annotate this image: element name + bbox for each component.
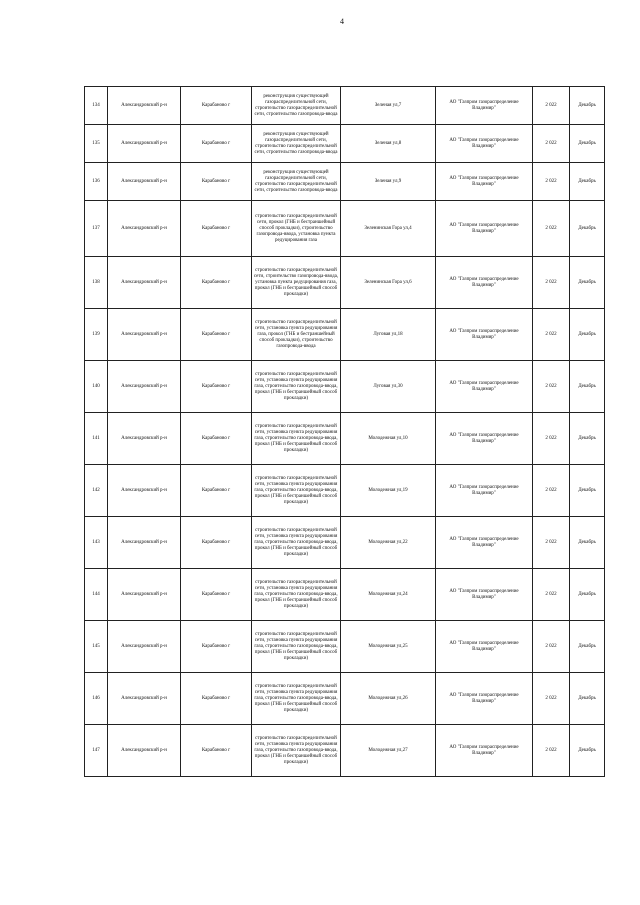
- address-cell: Молодежная ул,22: [341, 517, 436, 569]
- row-number: 143: [85, 517, 108, 569]
- organization-cell: АО "Газпром газораспределение Владимир": [436, 125, 533, 163]
- district-cell: Александровский р-н: [108, 361, 181, 413]
- page-mark: 4: [340, 17, 344, 26]
- month-cell: Декабрь: [570, 465, 605, 517]
- row-number: 140: [85, 361, 108, 413]
- work-description-cell: строительство газораспределительной сети, установка пункта редуцирования газа, строительство газопровода-ввода, прокол (ГНБ и бестраншейный способ прокладки): [252, 361, 341, 413]
- organization-cell: АО "Газпром газораспределение Владимир": [436, 465, 533, 517]
- address-cell: Молодежная ул,26: [341, 673, 436, 725]
- district-cell: Александровский р-н: [108, 125, 181, 163]
- organization-cell: АО "Газпром газораспределение Владимир": [436, 413, 533, 465]
- organization-cell: АО "Газпром газораспределение Владимир": [436, 673, 533, 725]
- row-number: 138: [85, 257, 108, 309]
- row-number: 142: [85, 465, 108, 517]
- district-cell: Александровский р-н: [108, 163, 181, 201]
- year-cell: 2 022: [533, 725, 570, 777]
- year-cell: 2 022: [533, 413, 570, 465]
- month-cell: Декабрь: [570, 673, 605, 725]
- organization-cell: АО "Газпром газораспределение Владимир": [436, 621, 533, 673]
- table-row: [85, 309, 605, 361]
- district-cell: Александровский р-н: [108, 569, 181, 621]
- month-cell: Декабрь: [570, 621, 605, 673]
- town-cell: Карабаново г: [181, 87, 252, 125]
- table-row: [85, 361, 605, 413]
- work-description-cell: строительство газораспределительной сети, установка пункта редуцирования газа, строительство газопровода-ввода, прокол (ГНБ и бестраншейный способ прокладки): [252, 517, 341, 569]
- town-cell: Карабаново г: [181, 413, 252, 465]
- row-number: 136: [85, 163, 108, 201]
- district-cell: Александровский р-н: [108, 87, 181, 125]
- work-description-cell: реконструкция существующей газораспределительной сети, строительство газораспределительной сети, строительство газопровода-ввода: [252, 163, 341, 201]
- address-cell: Молодежная ул,10: [341, 413, 436, 465]
- district-cell: Александровский р-н: [108, 465, 181, 517]
- month-cell: Декабрь: [570, 201, 605, 257]
- address-cell: Зеленая ул,8: [341, 125, 436, 163]
- row-number: 135: [85, 125, 108, 163]
- row-number: 147: [85, 725, 108, 777]
- town-cell: Карабаново г: [181, 125, 252, 163]
- year-cell: 2 022: [533, 673, 570, 725]
- year-cell: 2 022: [533, 569, 570, 621]
- table-row: [85, 465, 605, 517]
- organization-cell: АО "Газпром газораспределение Владимир": [436, 257, 533, 309]
- registry-table-body: [85, 87, 605, 777]
- table-row: [85, 201, 605, 257]
- work-description-cell: строительство газораспределительной сети, установка пункта редуцирования газа, строительство газопровода-ввода, прокол (ГНБ и бестраншейный способ прокладки): [252, 725, 341, 777]
- town-cell: Карабаново г: [181, 201, 252, 257]
- month-cell: Декабрь: [570, 257, 605, 309]
- town-cell: Карабаново г: [181, 163, 252, 201]
- work-description-cell: строительство газораспределительной сети, строительство газопровода-ввода, установка пункта редуцирования газа, прокол (ГНБ и бестраншейный способ прокладки): [252, 257, 341, 309]
- work-description-cell: строительство газораспределительной сети, установка пункта редуцирования газа, строительство газопровода-ввода, прокол (ГНБ и бестраншейный способ прокладки): [252, 673, 341, 725]
- year-cell: 2 022: [533, 87, 570, 125]
- table-row: [85, 257, 605, 309]
- address-cell: Зеленинская Гора ул,4: [341, 201, 436, 257]
- address-cell: Зеленая ул,9: [341, 163, 436, 201]
- town-cell: Карабаново г: [181, 621, 252, 673]
- district-cell: Александровский р-н: [108, 201, 181, 257]
- district-cell: Александровский р-н: [108, 309, 181, 361]
- row-number: 134: [85, 87, 108, 125]
- work-description-cell: строительство газораспределительной сети, установка пункта редуцирования газа, строительство газопровода-ввода, прокол (ГНБ и бестраншейный способ прокладки): [252, 569, 341, 621]
- address-cell: Зеленая ул,7: [341, 87, 436, 125]
- address-cell: Зеленинская Гора ул,6: [341, 257, 436, 309]
- district-cell: Александровский р-н: [108, 621, 181, 673]
- district-cell: Александровский р-н: [108, 257, 181, 309]
- month-cell: Декабрь: [570, 163, 605, 201]
- work-description-cell: строительство газораспределительной сети, установка пункта редуцирования газа, прокол (ГНБ и бестраншейный способ прокладки), строительство газопровода-ввода: [252, 309, 341, 361]
- row-number: 141: [85, 413, 108, 465]
- address-cell: Молодежная ул,19: [341, 465, 436, 517]
- address-cell: Молодежная ул,24: [341, 569, 436, 621]
- town-cell: Карабаново г: [181, 361, 252, 413]
- town-cell: Карабаново г: [181, 465, 252, 517]
- month-cell: Декабрь: [570, 413, 605, 465]
- month-cell: Декабрь: [570, 517, 605, 569]
- month-cell: Декабрь: [570, 309, 605, 361]
- work-description-cell: строительство газораспределительной сети, прокол (ГНБ и бестраншейный способ прокладки), строительство газопровода-ввода, установка пункта редуцирования газа: [252, 201, 341, 257]
- registry-table: [84, 86, 605, 777]
- work-description-cell: строительство газораспределительной сети, установка пункта редуцирования газа, строительство газопровода-ввода, прокол (ГНБ и бестраншейный способ прокладки): [252, 465, 341, 517]
- year-cell: 2 022: [533, 309, 570, 361]
- town-cell: Карабаново г: [181, 257, 252, 309]
- organization-cell: АО "Газпром газораспределение Владимир": [436, 201, 533, 257]
- year-cell: 2 022: [533, 621, 570, 673]
- row-number: 146: [85, 673, 108, 725]
- work-description-cell: реконструкция существующей газораспределительной сети, строительство газораспределительной сети, строительство газопровода-ввода: [252, 87, 341, 125]
- town-cell: Карабаново г: [181, 569, 252, 621]
- address-cell: Луговая ул,18: [341, 309, 436, 361]
- row-number: 139: [85, 309, 108, 361]
- table-row: [85, 163, 605, 201]
- work-description-cell: строительство газораспределительной сети, установка пункта редуцирования газа, строительство газопровода-ввода, прокол (ГНБ и бестраншейный способ прокладки): [252, 413, 341, 465]
- organization-cell: АО "Газпром газораспределение Владимир": [436, 569, 533, 621]
- year-cell: 2 022: [533, 465, 570, 517]
- organization-cell: АО "Газпром газораспределение Владимир": [436, 517, 533, 569]
- organization-cell: АО "Газпром газораспределение Владимир": [436, 163, 533, 201]
- table-row: [85, 725, 605, 777]
- organization-cell: АО "Газпром газораспределение Владимир": [436, 309, 533, 361]
- table-row: [85, 673, 605, 725]
- year-cell: 2 022: [533, 517, 570, 569]
- table-row: [85, 125, 605, 163]
- row-number: 145: [85, 621, 108, 673]
- address-cell: Молодежная ул,27: [341, 725, 436, 777]
- month-cell: Декабрь: [570, 87, 605, 125]
- district-cell: Александровский р-н: [108, 725, 181, 777]
- month-cell: Декабрь: [570, 569, 605, 621]
- table-row: [85, 621, 605, 673]
- table-row: [85, 413, 605, 465]
- work-description-cell: реконструкция существующей газораспределительной сети, строительство газораспределительной сети, строительство газопровода-ввода: [252, 125, 341, 163]
- address-cell: Луговая ул,30: [341, 361, 436, 413]
- district-cell: Александровский р-н: [108, 517, 181, 569]
- organization-cell: АО "Газпром газораспределение Владимир": [436, 725, 533, 777]
- year-cell: 2 022: [533, 361, 570, 413]
- year-cell: 2 022: [533, 257, 570, 309]
- district-cell: Александровский р-н: [108, 673, 181, 725]
- address-cell: Молодежная ул,25: [341, 621, 436, 673]
- town-cell: Карабаново г: [181, 517, 252, 569]
- organization-cell: АО "Газпром газораспределение Владимир": [436, 87, 533, 125]
- table-row: [85, 517, 605, 569]
- organization-cell: АО "Газпром газораспределение Владимир": [436, 361, 533, 413]
- row-number: 144: [85, 569, 108, 621]
- work-description-cell: строительство газораспределительной сети, установка пункта редуцирования газа, строительство газопровода-ввода, прокол (ГНБ и бестраншейный способ прокладки): [252, 621, 341, 673]
- table-row: [85, 87, 605, 125]
- month-cell: Декабрь: [570, 725, 605, 777]
- month-cell: Декабрь: [570, 361, 605, 413]
- town-cell: Карабаново г: [181, 673, 252, 725]
- row-number: 137: [85, 201, 108, 257]
- town-cell: Карабаново г: [181, 725, 252, 777]
- district-cell: Александровский р-н: [108, 413, 181, 465]
- town-cell: Карабаново г: [181, 309, 252, 361]
- year-cell: 2 022: [533, 125, 570, 163]
- month-cell: Декабрь: [570, 125, 605, 163]
- table-row: [85, 569, 605, 621]
- year-cell: 2 022: [533, 201, 570, 257]
- year-cell: 2 022: [533, 163, 570, 201]
